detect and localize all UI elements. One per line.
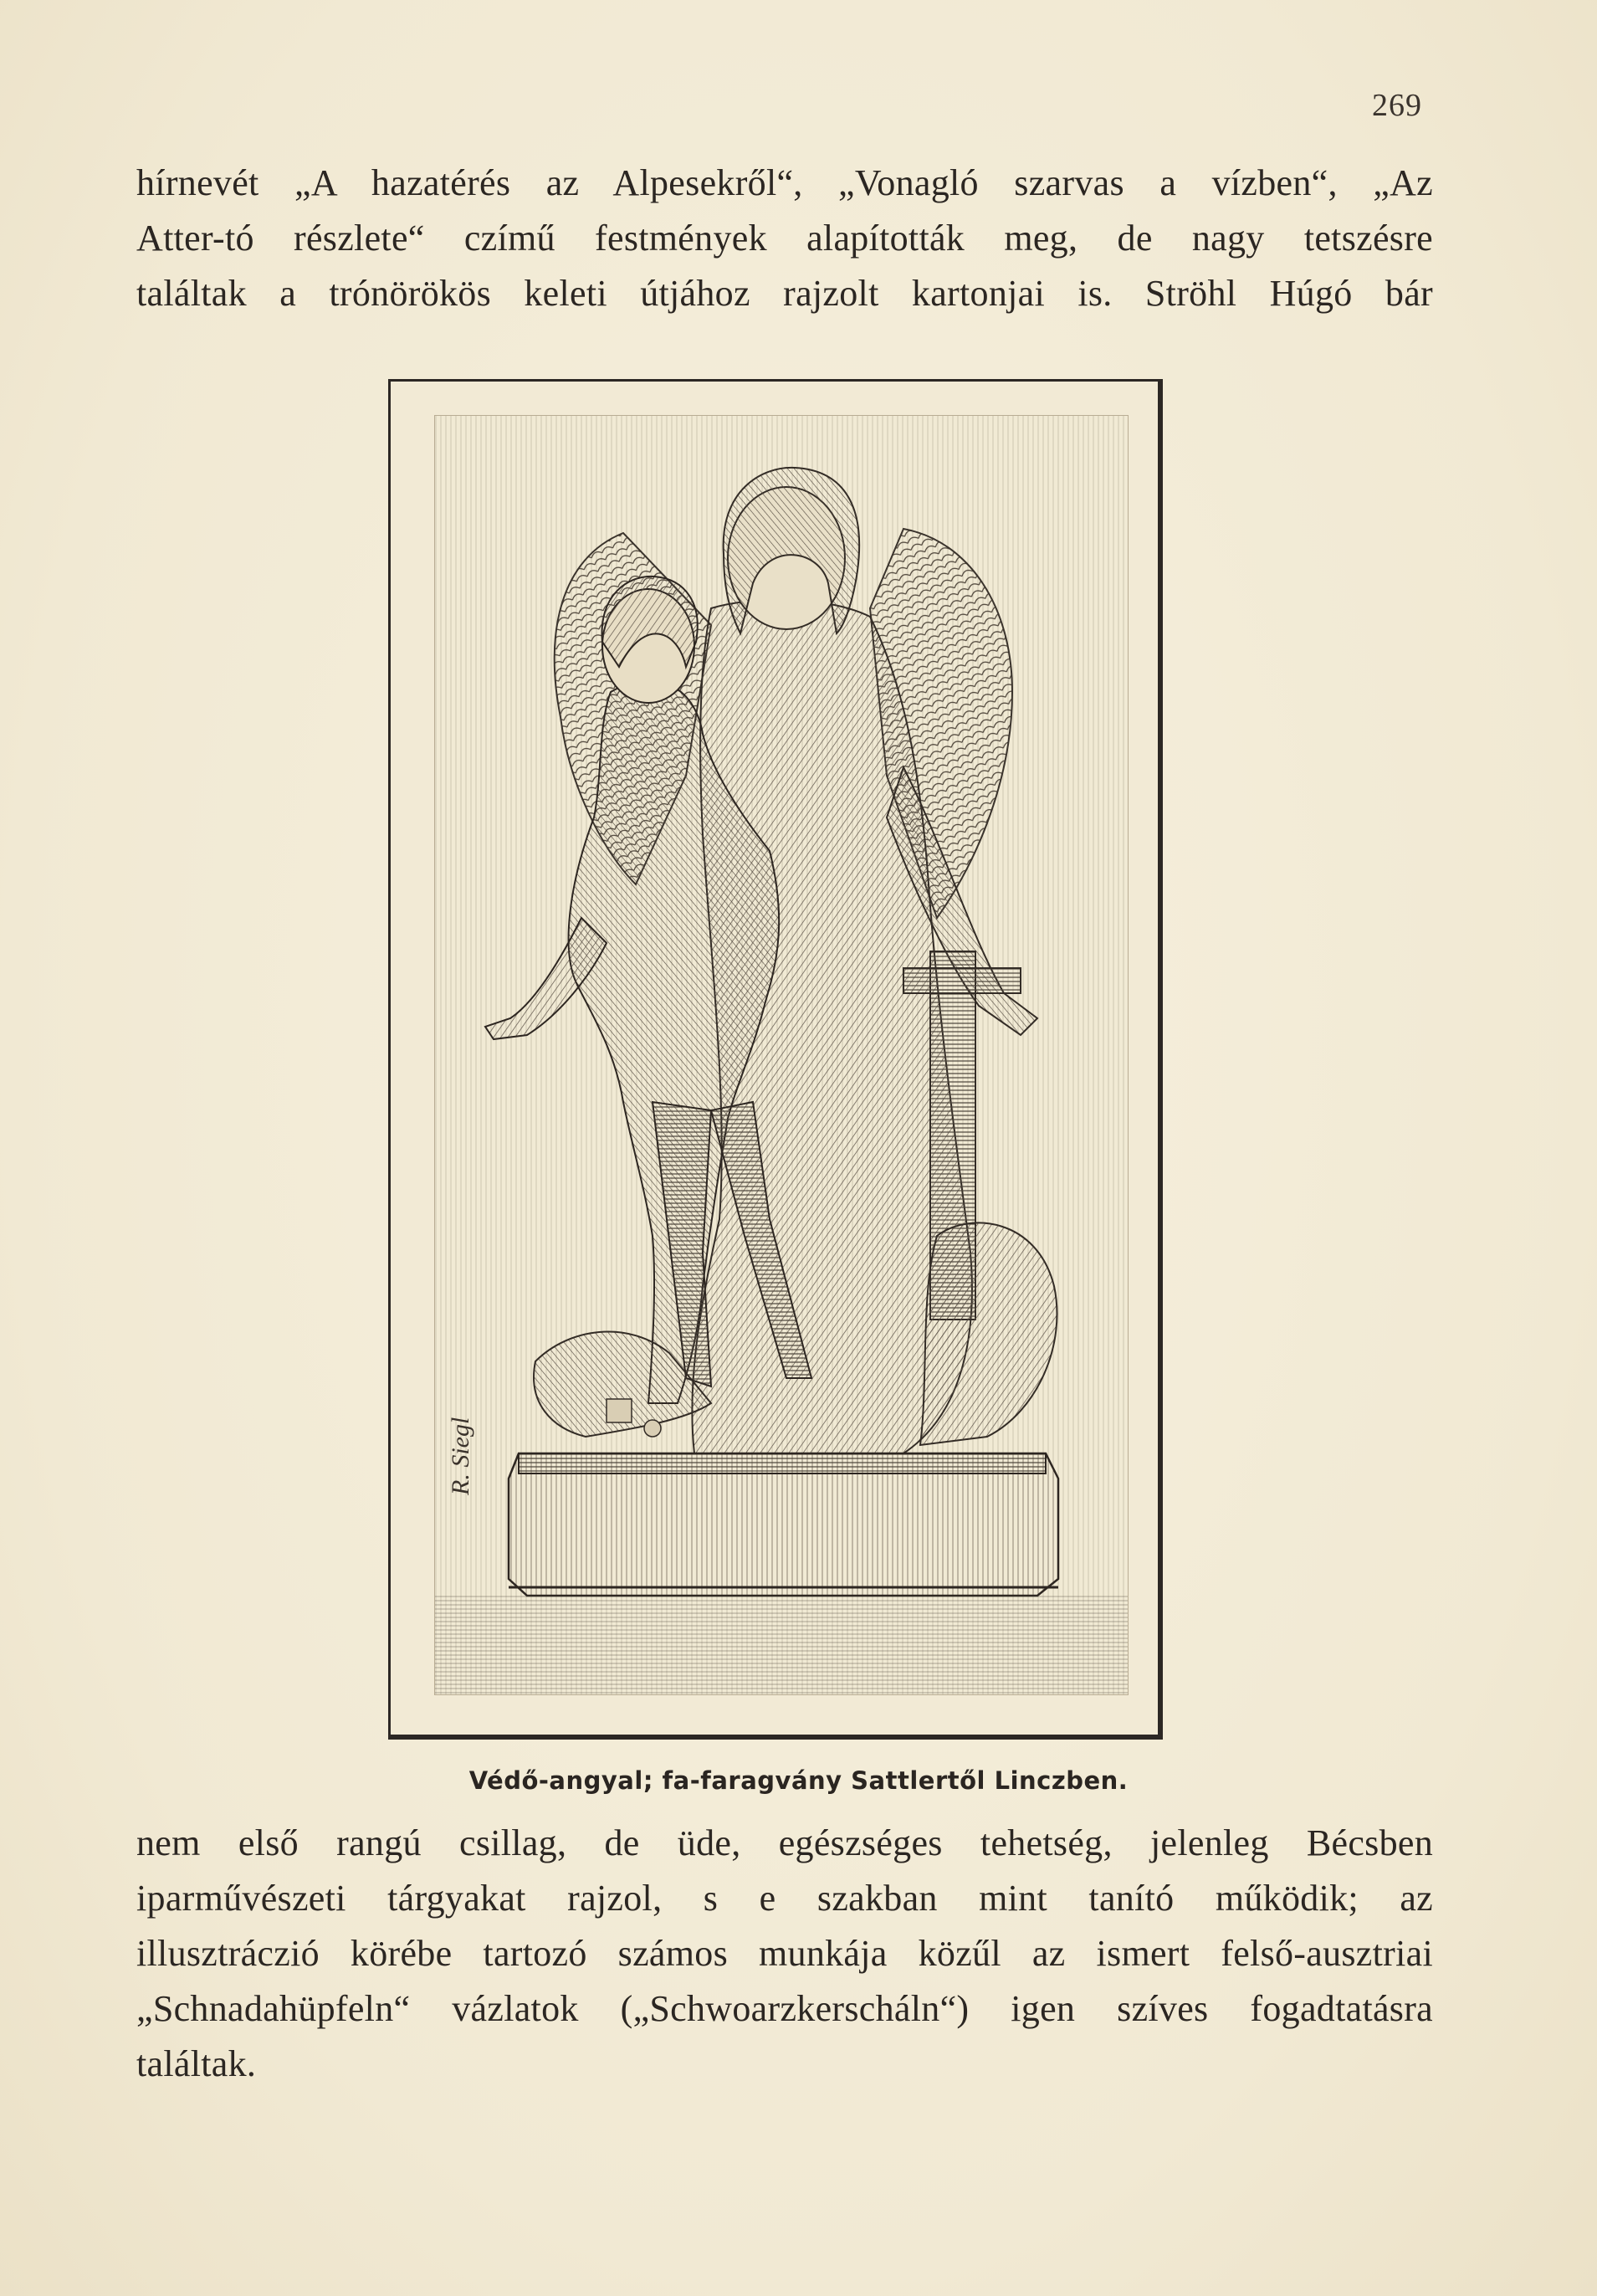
text-line: találtak a trónörökös keleti útjához rajzolt kartonjai is. Ströhl Húgó bár [136, 273, 1433, 314]
text-line: iparművészeti tárgyakat rajzol, s e szakban mint tanító működik; az [136, 1878, 1433, 1919]
text-line: Atter-tó részlete“ czímű festmények alapították meg, de nagy tetszésre [136, 218, 1433, 259]
page-number: 269 [1372, 88, 1422, 123]
text-line: találtak. [136, 2043, 257, 2084]
text-line: illusztráczió körébe tartozó számos munkája közűl az ismert felső-ausztriai [136, 1933, 1433, 1974]
guardian-angel-engraving [435, 416, 1129, 1695]
figure-caption: Védő-angyal; fa-faragvány Sattlertől Linczben. [468, 1766, 1129, 1795]
illustration-engraving [434, 415, 1129, 1695]
text-line: „Schnadahüpfeln“ vázlatok („Schwoarzkerscháln“) igen szíves fogadtatásra [136, 1988, 1433, 2029]
illustration-frame [388, 379, 1163, 1740]
paragraph-bottom [136, 1816, 1433, 2092]
artist-signature: R. Siegl [447, 1417, 474, 1495]
paragraph-top [136, 156, 1433, 321]
text-line: nem első rangú csillag, de üde, egészséges tehetség, jelenleg Bécsben [136, 1822, 1433, 1863]
text-line: hírnevét „A hazatérés az Alpesekről“, „Vonagló szarvas a vízben“, „Az [136, 162, 1433, 203]
